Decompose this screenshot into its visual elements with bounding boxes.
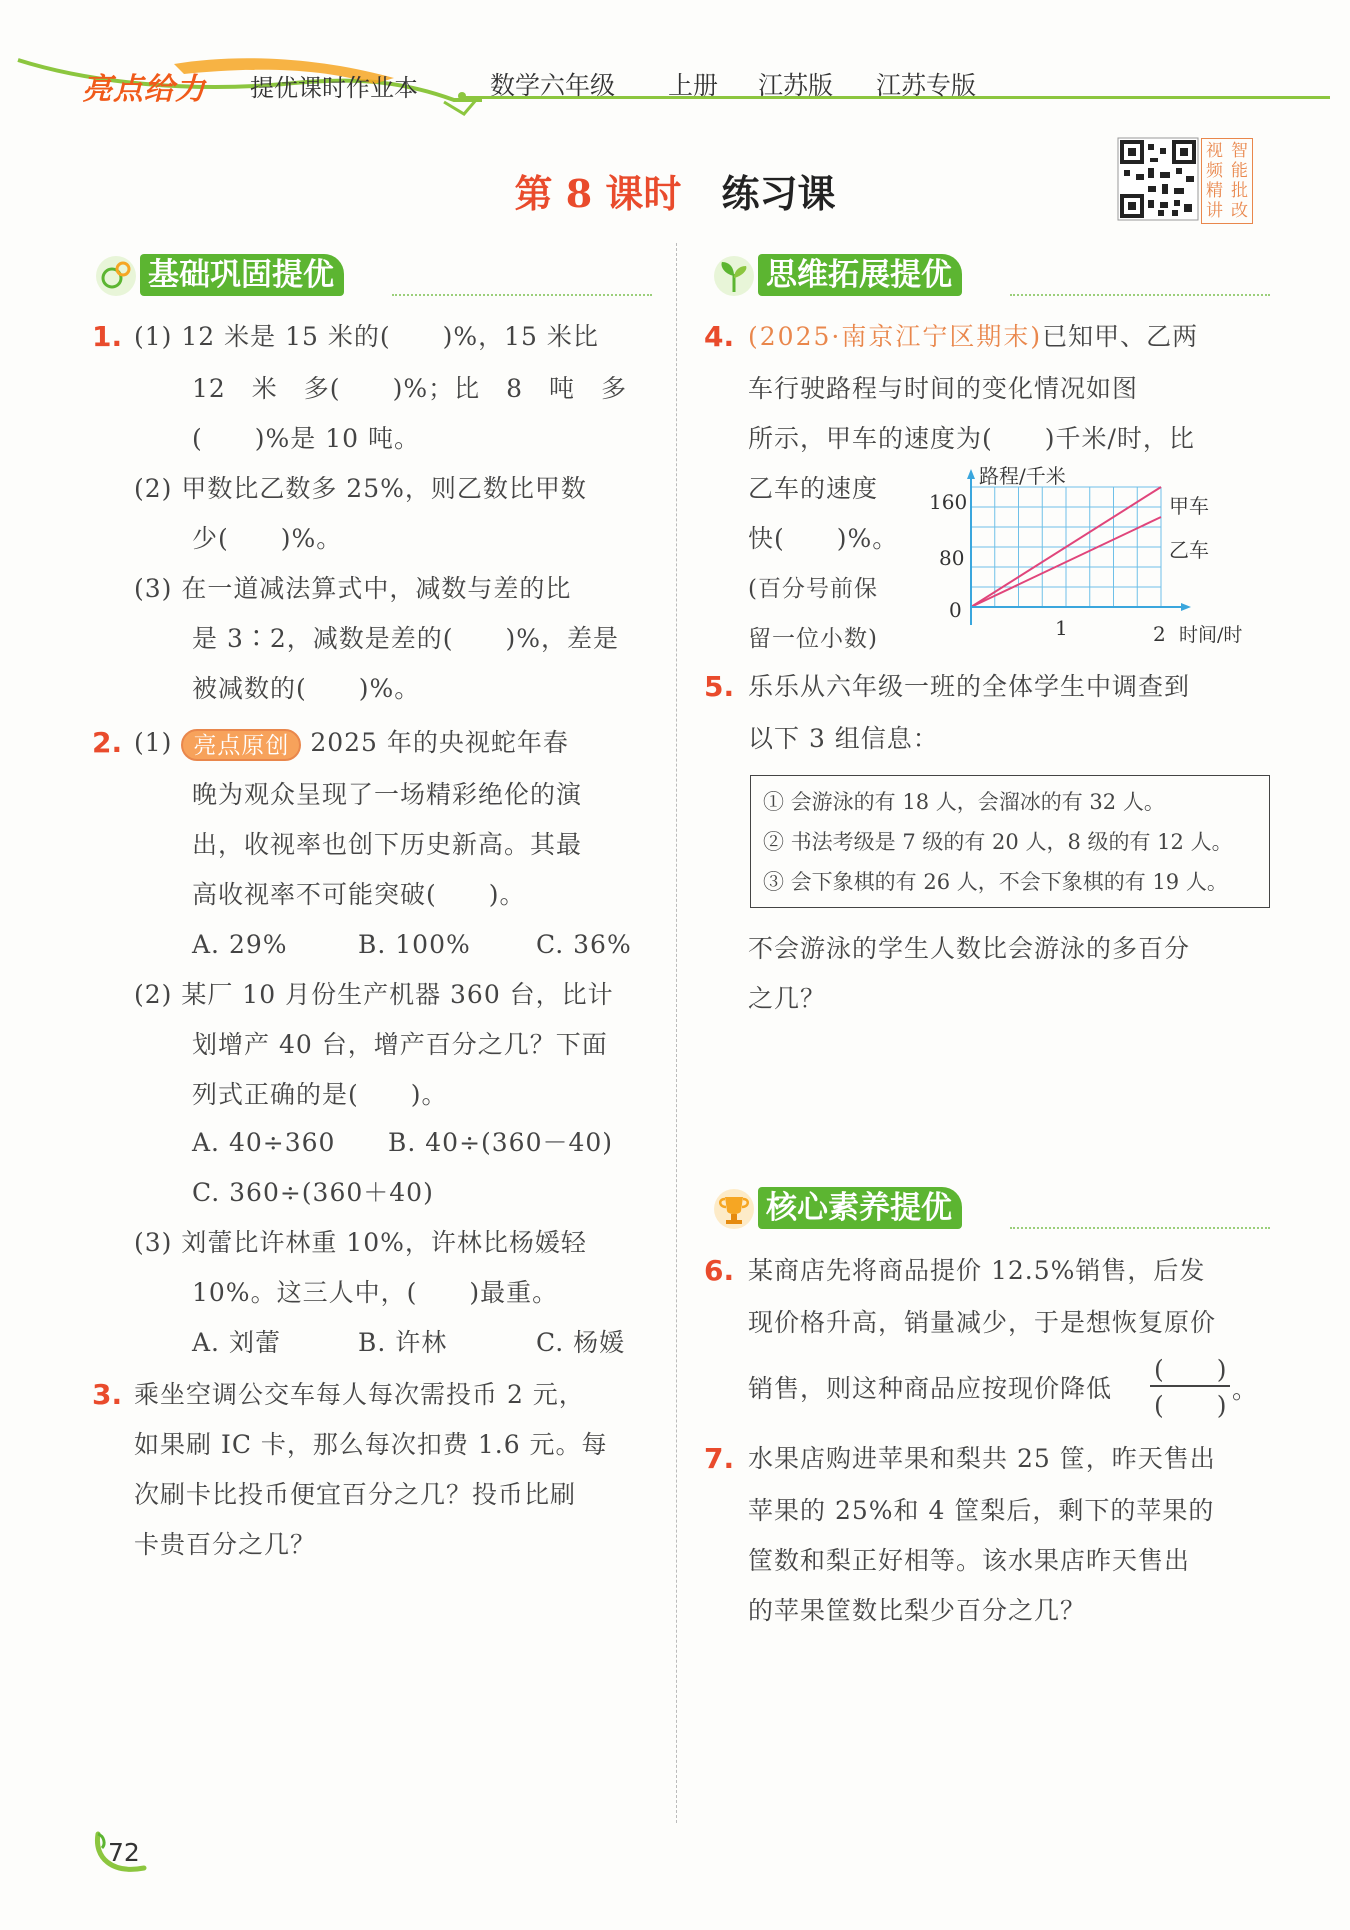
text-line: 次刷卡比投币便宜百分之几？投币比刷 bbox=[134, 1480, 577, 1509]
text-line: 乐乐从六年级一班的全体学生中调查到 bbox=[748, 672, 1191, 701]
text-line: (1) 12 米是 15 米的( )%，15 米比 bbox=[134, 322, 599, 351]
text-line: 所示，甲车的速度为( )千米/时，比 bbox=[748, 424, 1195, 453]
dotted-rule bbox=[1010, 1227, 1270, 1229]
fraction-numerator: ( ) bbox=[1154, 1355, 1228, 1384]
option-a: A. 40÷360 bbox=[192, 1128, 336, 1157]
question-number: 2. bbox=[92, 726, 123, 759]
text-line: (百分号前保 bbox=[748, 576, 878, 602]
qr-labels bbox=[1201, 138, 1253, 224]
brand-logo: 亮点给力 bbox=[82, 72, 206, 107]
text-line: 留一位小数) bbox=[748, 626, 878, 652]
text-line bbox=[748, 320, 1198, 354]
header-subject: 数学六年级 bbox=[490, 71, 616, 100]
question-number: 4. bbox=[704, 320, 735, 353]
text-line: 现价格升高，销量减少，于是想恢复原价 bbox=[748, 1308, 1217, 1337]
series-label-jia: 甲车 bbox=[1169, 494, 1209, 518]
text-line: 苹果的 25%和 4 筐梨后，剩下的苹果的 bbox=[748, 1496, 1215, 1525]
text-fragment: 2025 年的央视蛇年春 bbox=[310, 728, 569, 757]
column-divider bbox=[676, 243, 677, 1823]
text-line: (2) 某厂 10 月份生产机器 360 台，比计 bbox=[134, 980, 614, 1009]
page-header bbox=[0, 0, 1350, 130]
x-tick-label: 2 bbox=[1153, 622, 1166, 646]
y-tick-label: 80 bbox=[939, 546, 965, 570]
question-number: 3. bbox=[92, 1378, 123, 1411]
series-label-yi: 乙车 bbox=[1169, 538, 1209, 562]
text-line: 10%。这三人中，( )最重。 bbox=[192, 1278, 559, 1307]
x-axis-label: 时间/时 bbox=[1179, 624, 1243, 646]
lesson-name: 练习课 bbox=[721, 171, 836, 216]
option-c: C. 杨媛 bbox=[536, 1328, 626, 1357]
text-line: 某商店先将商品提价 12.5%销售，后发 bbox=[748, 1256, 1206, 1285]
info-box bbox=[750, 775, 1270, 908]
qr-code-icon[interactable] bbox=[1118, 138, 1198, 220]
text-line: 少( )%。 bbox=[192, 524, 343, 553]
header-special: 江苏专版 bbox=[876, 71, 977, 100]
brand-subtitle: 提优课时作业本 bbox=[250, 74, 418, 102]
lesson-number: 第 8 课时 bbox=[514, 171, 682, 216]
section-core bbox=[710, 1183, 1270, 1233]
text-line: 被减数的( )%。 bbox=[192, 674, 421, 703]
option-b: B. 许林 bbox=[358, 1328, 448, 1357]
x-axis-arrow bbox=[1181, 603, 1191, 611]
text-fragment: 。 bbox=[1232, 1375, 1259, 1404]
text-line bbox=[134, 726, 569, 761]
question-number: 6. bbox=[704, 1254, 735, 1287]
text-line: 出，收视率也创下历史新高。其最 bbox=[192, 830, 583, 859]
y-tick-label: 160 bbox=[929, 490, 968, 514]
section-title: 基础巩固提优 bbox=[140, 254, 344, 296]
qr-label: 改 bbox=[1231, 201, 1248, 221]
option-c: C. 36% bbox=[536, 930, 632, 959]
text-line: 车行驶路程与时间的变化情况如图 bbox=[748, 374, 1139, 403]
y-axis-arrow bbox=[967, 469, 975, 479]
text-line: 晚为观众呈现了一场精彩绝伦的演 bbox=[192, 780, 583, 809]
option-b: B. 100% bbox=[358, 930, 471, 959]
text-line: 如果刷 IC 卡，那么每次扣费 1.6 元。每 bbox=[134, 1430, 608, 1459]
text-line: 以下 3 组信息： bbox=[748, 724, 939, 753]
distance-time-chart bbox=[929, 464, 1275, 646]
text-line: 的苹果筐数比梨少百分之几？ bbox=[748, 1596, 1087, 1625]
option-c: C. 360÷(360＋40) bbox=[192, 1178, 434, 1207]
page-number: 72 bbox=[108, 1838, 140, 1867]
option-a: A. 29% bbox=[192, 930, 288, 959]
sprout-icon bbox=[710, 252, 758, 300]
qr-label: 批 bbox=[1231, 181, 1248, 201]
text-line: 12 米 多( )%；比 8 吨 多 bbox=[192, 374, 627, 403]
text-line: 列式正确的是( )。 bbox=[192, 1080, 448, 1109]
text-fragment: 已知甲、乙两 bbox=[1042, 322, 1199, 351]
original-badge: 亮点原创 bbox=[181, 729, 301, 761]
text-line: 乘坐空调公交车每人每次需投币 2 元， bbox=[134, 1380, 585, 1409]
qr-label: 讲 bbox=[1206, 201, 1223, 221]
part-label: (1) bbox=[134, 728, 173, 757]
question-number: 5. bbox=[704, 670, 735, 703]
text-line: ( )%是 10 吨。 bbox=[192, 424, 420, 453]
fraction-bar bbox=[1150, 1385, 1230, 1387]
text-line: 不会游泳的学生人数比会游泳的多百分 bbox=[748, 934, 1191, 963]
text-line: 高收视率不可能突破( )。 bbox=[192, 880, 526, 909]
gears-icon bbox=[92, 252, 140, 300]
text-line: 是 3∶2，减数是差的( )%，差是 bbox=[192, 624, 620, 653]
section-thinking bbox=[710, 250, 1270, 300]
section-basic bbox=[92, 250, 652, 300]
qr-label: 精 bbox=[1206, 181, 1223, 201]
source-tag: (2025·南京江宁区期末) bbox=[748, 322, 1043, 351]
text-line: 卡贵百分之几？ bbox=[134, 1530, 317, 1559]
header-edition: 江苏版 bbox=[758, 71, 834, 100]
option-a: A. 刘蕾 bbox=[192, 1328, 281, 1357]
text-line: (3) 在一道减法算式中，减数与差的比 bbox=[134, 574, 572, 603]
text-line: 快( )%。 bbox=[748, 524, 899, 553]
dotted-rule bbox=[392, 294, 652, 296]
info-row: ③ 会下象棋的有 26 人，不会下象棋的有 19 人。 bbox=[763, 870, 1228, 894]
text-line: 之几？ bbox=[748, 984, 827, 1013]
text-line: 乙车的速度 bbox=[748, 474, 879, 503]
qr-label: 能 bbox=[1231, 161, 1248, 181]
text-line: 销售，则这种商品应按现价降低 bbox=[748, 1374, 1113, 1403]
text-line: 筐数和梨正好相等。该水果店昨天售出 bbox=[748, 1546, 1191, 1575]
text-line: (3) 刘蕾比许林重 10%，许林比杨媛轻 bbox=[134, 1228, 587, 1257]
y-tick-label: 0 bbox=[949, 598, 962, 622]
info-row: ① 会游泳的有 18 人，会溜冰的有 32 人。 bbox=[763, 790, 1165, 814]
question-number: 1. bbox=[92, 320, 123, 353]
text-line: 划增产 40 台，增产百分之几？下面 bbox=[192, 1030, 608, 1059]
y-axis-label: 路程/千米 bbox=[979, 464, 1066, 488]
info-row: ② 书法考级是 7 级的有 20 人，8 级的有 12 人。 bbox=[763, 830, 1233, 854]
text-line: 水果店购进苹果和梨共 25 筐，昨天售出 bbox=[748, 1444, 1216, 1473]
section-title: 核心素养提优 bbox=[758, 1187, 962, 1229]
header-volume: 上册 bbox=[668, 71, 719, 100]
dotted-rule bbox=[1010, 294, 1270, 296]
qr-label: 智 bbox=[1231, 141, 1248, 161]
qr-label: 视 bbox=[1206, 141, 1223, 161]
section-title: 思维拓展提优 bbox=[758, 254, 962, 296]
x-tick-label: 1 bbox=[1055, 616, 1068, 640]
fraction-denominator: ( ) bbox=[1154, 1391, 1228, 1420]
question-number: 7. bbox=[704, 1442, 735, 1475]
trophy-icon bbox=[710, 1185, 758, 1233]
qr-label: 频 bbox=[1206, 161, 1223, 181]
text-line: (2) 甲数比乙数多 25%，则乙数比甲数 bbox=[134, 474, 587, 503]
option-b: B. 40÷(360－40) bbox=[388, 1128, 614, 1157]
